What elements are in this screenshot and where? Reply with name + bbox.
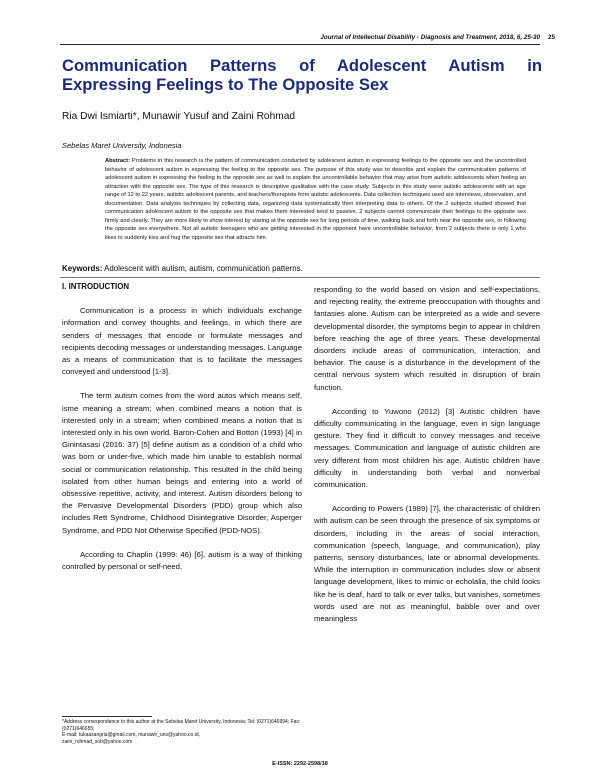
correspondence-footnote: [62, 719, 302, 745]
eissn-footer: E-ISSN: 2292-2598/18: [272, 761, 328, 767]
paragraph: The term autism comes from the word autos which means self, isme meaning a stream; when combined means a notion that is interested only in a stream; when combined means a notion that is interested only in his own world. Baron-Cohen and Botton (1993) [4] in Ginintasasi (2016: 37) [5] define autism as a condition of a child who was born or under-five, which made him unable to establish normal social or communication relationship. This resulted in the child being isolated from other human beings and entering into a world of obsessive repetitive, activity, and interest. Autism disorders belong to the Pervasive Developmental Disorders (PDD) group which also includes Rett Syndrome, Childhood Disintegrative Disorder, Asperger Syndrome, and PDD Not Otherwise Specified (PDD-NOS).: [62, 391, 302, 535]
header-rule: [60, 44, 540, 45]
affiliation: Sebelas Maret University, Indonesia: [62, 141, 182, 150]
abstract-label: Abstract:: [105, 158, 130, 164]
keywords-label: Keywords:: [62, 264, 103, 273]
paragraph: According to Powers (1989) [7], the characteristic of children with autism can be seen through the presence of six symptoms or disorders, including in the areas of social interaction, communication (speech, language, and communication), play patterns, sensory disturbances, late or abnormal developments. While the interruption in communication includes slow or absent language development, likes to mimic or echolalia, the child looks like he is deaf, hard to talk or ever talks, but vanishes, sometimes words used are not as meaningful, babble over and over meaningless: [314, 504, 540, 624]
running-head: [60, 34, 540, 41]
author-list: Ria Dwi Ismiarti*, Munawir Yusuf and Zaini Rohmad: [62, 111, 296, 122]
footnote-line: *Address correspondence to this author at the Sebelas Maret University, Indonesia; Tel: (0271)646994; Fax: (0271)646655;: [62, 719, 301, 732]
page-number: 25: [548, 34, 556, 41]
section-heading: I. INTRODUCTION: [62, 282, 130, 291]
footnote-line: zaini_rohmad_sob@yahoo.com: [62, 738, 133, 745]
paragraph: responding to the world based on vision and self-expectations, and rejecting reality, the extreme preoccupation with thoughts and fantasies alone. Autism can be interpreted as a wide and severe developmental disorder, the symptoms begin to appear in children before reaching the age of three years. These developmental disorders include areas of communication, interaction, and behavior. The cause is a disturbance in the development of the central nervous system which resulted in disruption of brain function.: [314, 285, 540, 392]
paragraph: According to Yuwono (2012) [3] Autistic children have difficulty communicating in the language, even in sign language gesture. They find it difficult to convey messages and receive messages. Communication and language of autistic children are very different from most children his age. Autistic children have difficulty in understanding both verbal and nonverbal communication.: [314, 406, 540, 490]
footnote-line: E-mail: tukaasangria@gmail.com, munawir_uns@yahoo.co.id,: [62, 732, 200, 739]
abstract-text: Problems in this research is the pattern of communication conducted by adolescent autism in expressing feelings to the opposite sex and the uncontrolled behavior of adolescent autism in expressing the feeling to the opposite sex. The purpose of this study was to describe and explain the communication patterns of adolescent autism in expressing the feeling to the opposite sex as well to explain the uncontrollable behavior that may arise from autistic adolescents when feeling an attraction with the opposite sex. The type of this research is descriptive qualitative with the case study. Subjects in this study were autistic adolescents with an age range of 12 to 22 years, autistic adolescent parents, and teachers/therapists from autistic adolescents. Data collection techniques used are interviews, observation, and documentation. Data analysis techniques by collecting data, organizing data systematically then interpreting data to others. Of the 2 subjects studied showed that communication adolescent autism to the opposite sex that makes them interested tend to passive, 2 subjects cannot communicate their feelings to the opposite sex firmly and clearly. They are more likely to show interest by staring at the opposite sex for long periods of time, walking back and forth near the opposite sex, or following the opposite sex everywhere. Not all autistic teenagers who are getting interested in the opponent have uncontrollable behavior, from 2 subjects there is only 1 who likes to suddenly kiss and hug the opposite sex that attracts him.: [105, 158, 526, 241]
right-column: [314, 284, 540, 637]
paper-title: Communication Patterns of Adolescent Autism in Expressing Feelings to The Opposite Sex: [62, 56, 542, 94]
keywords-rule: [60, 277, 540, 278]
paragraph: Communication is a process in which individuals exchange information and convey thoughts and feelings, in which there are senders of messages that encode or formulate messages and recipients decoding messages or understanding messages. Language as a means of communication that is to facilitate the messages conveyed and understood [1-3].: [62, 306, 302, 377]
footnote-rule: [62, 716, 152, 717]
abstract: [105, 157, 526, 242]
left-column: [62, 281, 302, 585]
journal-citation: Journal of Intellectual Disability - Diagnosis and Treatment, 2018, 6, 25-30: [320, 34, 540, 41]
paragraph: According to Chaplin (1999: 46) [6], autism is a way of thinking controlled by personal or self-need,: [62, 549, 302, 572]
keywords-text: Adolescent with autism, autism, communication patterns.: [104, 264, 303, 273]
keywords: [62, 264, 303, 273]
